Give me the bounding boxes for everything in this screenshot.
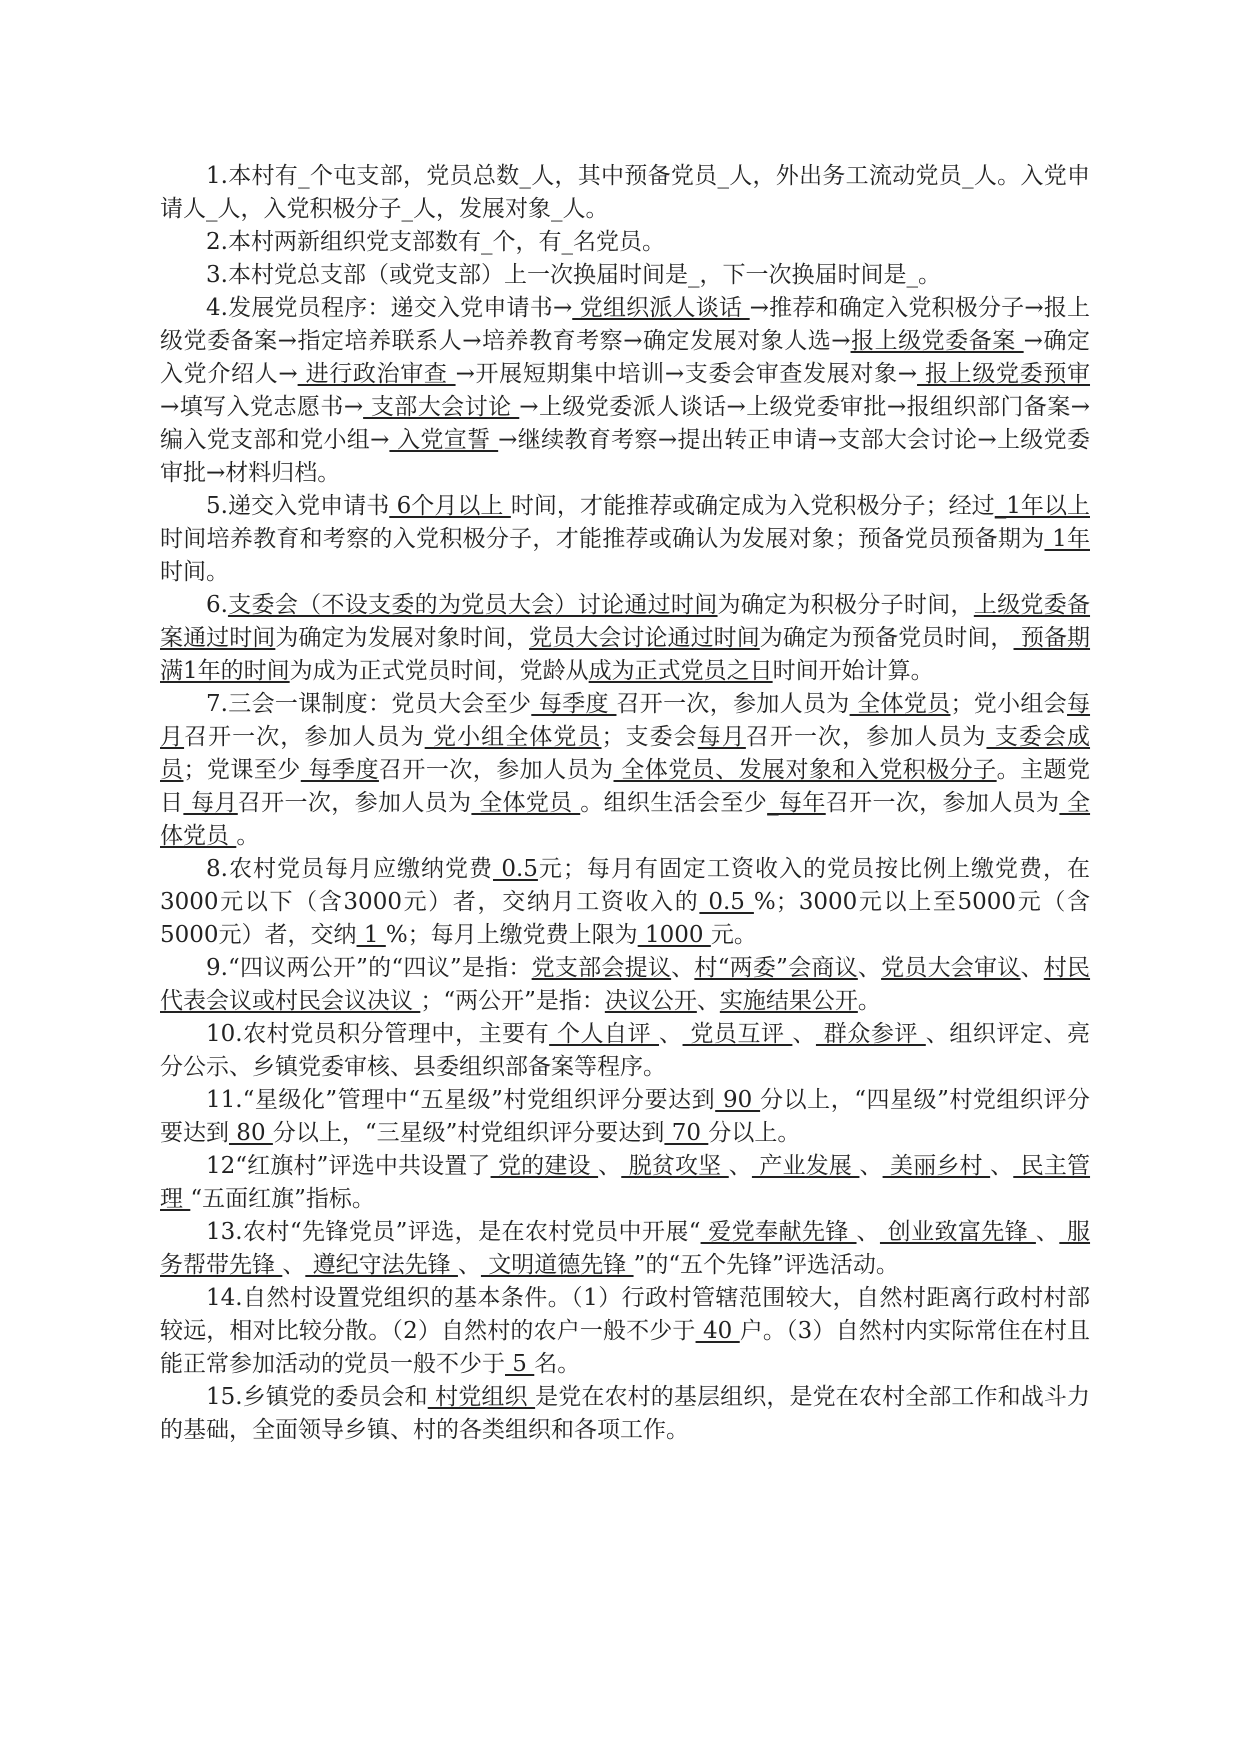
answer-blank: 产业发展 — [751, 1153, 860, 1179]
question-text: 。 — [236, 823, 260, 849]
question-text: 。 — [857, 988, 881, 1014]
question-paragraph-7 — [160, 688, 1090, 853]
question-text: 、 — [671, 955, 695, 981]
answer-blank: 文明道德先锋 — [480, 1252, 634, 1278]
answer-blank: 成为正式党员之日 — [588, 658, 773, 684]
question-text: ；“两公开”是指： — [420, 988, 605, 1014]
document-body — [160, 160, 1090, 1447]
answer-blank: 全体党员 — [849, 691, 951, 717]
question-text: 为确定为预备党员时间， — [759, 625, 1014, 651]
answer-blank: 美丽乡村 — [882, 1153, 991, 1179]
question-text: 2.本村两新组织党支部数有_个，有_名党员。 — [206, 229, 665, 255]
answer-blank: 上级党委备案通过时间 — [160, 592, 1091, 651]
question-text: ；党小组会 — [950, 691, 1068, 717]
answer-blank: 1 — [356, 922, 386, 948]
answer-blank: 创业致富先锋 — [879, 1219, 1036, 1245]
question-text: 12“红旗村”评选中共设置了 — [206, 1153, 491, 1179]
answer-blank: 报上级党委备案 — [850, 328, 1024, 354]
question-text: 14.自然村设置党组织的基本条件。（1）行政村管辖范围较大，自然村距离行政村村部较远，相对比较分散。（2）自然村的农户一般不少于 — [160, 1285, 1090, 1344]
answer-blank: 群众参评 — [815, 1021, 926, 1047]
answer-blank: 支部大会讨论 — [363, 394, 520, 420]
answer-blank: 全体党员 — [160, 790, 1091, 849]
question-text: 户。（3）自然村内实际常住在村且能正常参加活动的党员一般不少于 — [160, 1318, 1091, 1377]
answer-blank: 每月 — [160, 691, 1091, 750]
question-paragraph-5 — [160, 490, 1090, 589]
question-text: →填写入党志愿书→ — [160, 394, 364, 420]
question-text: 、 — [856, 1219, 880, 1245]
question-text: ”的“五个先锋”评选活动。 — [633, 1252, 899, 1278]
answer-blank: 党支部会提议 — [531, 955, 672, 981]
question-text: 、 — [1035, 1219, 1060, 1245]
question-paragraph-14 — [160, 1282, 1090, 1381]
answer-blank: 遵纪守法先锋 — [305, 1252, 458, 1278]
answer-blank: 40 — [695, 1318, 740, 1344]
answer-blank: 0.5 — [699, 889, 754, 915]
question-text: 元。 — [710, 922, 757, 948]
question-paragraph-6 — [160, 589, 1090, 688]
question-paragraph-15 — [160, 1381, 1090, 1447]
question-text: 时间，才能推荐或确定成为入党积极分子；经过 — [510, 493, 995, 519]
answer-blank: 每季度 — [531, 691, 617, 717]
question-text: 、 — [696, 988, 720, 1014]
answer-blank: 全体党员 — [471, 790, 581, 816]
question-text: %；每月上缴党费上限为 — [385, 922, 638, 948]
question-paragraph-11 — [160, 1084, 1090, 1150]
question-text: 11.“星级化”管理中“五星级”村党组织评分要达到 — [206, 1087, 716, 1113]
answer-blank: _每年 — [767, 790, 826, 816]
answer-blank: 80 — [229, 1120, 273, 1146]
question-text: 7.三会一课制度：党员大会至少 — [206, 691, 532, 717]
question-text: 。组织生活会至少 — [580, 790, 768, 816]
question-paragraph-9 — [160, 952, 1090, 1018]
question-paragraph-12 — [160, 1150, 1090, 1216]
question-text: 分以上，“三星级”村党组织评分要达到 — [272, 1120, 665, 1146]
answer-blank: 每月 — [697, 724, 746, 750]
question-text: →推荐和确定入党积极分子→报上级党委备案→指定培养联系人→培养教育考察→确定发展对象人选→ — [160, 295, 1091, 354]
question-text: 6. — [206, 592, 228, 618]
answer-blank: 每月 — [183, 790, 238, 816]
answer-blank: 预备期满1年的时间 — [160, 625, 1091, 684]
answer-blank: 90 — [715, 1087, 761, 1113]
question-text: 元；每月有固定工资收入的党员按比例上缴党费，在3000元以下（含3000元）者，交纳月工资收入的 — [160, 856, 1091, 915]
answer-blank: 1年 — [1044, 526, 1090, 552]
answer-blank: 每季度 — [300, 757, 379, 783]
answer-blank: 0.5 — [493, 856, 538, 882]
question-text: 、 — [1020, 955, 1044, 981]
question-text: 、 — [728, 1153, 752, 1179]
answer-blank: 爱党奉献先锋 — [700, 1219, 857, 1245]
question-text: 9.“四议两公开”的“四议”是指： — [206, 955, 532, 981]
question-text: 、 — [990, 1153, 1014, 1179]
question-text: 时间培养教育和考察的入党积极分子，才能推荐或确认为发展对象；预备党员预备期为 — [160, 526, 1045, 552]
answer-blank: 个人自评 — [549, 1021, 659, 1047]
question-text: →确定入党介绍人→ — [160, 328, 1090, 387]
question-text: 时间。 — [160, 559, 229, 585]
question-text: 召开一次，参加人员为 — [825, 790, 1060, 816]
question-text: 是党在农村的基层组织，是党在农村全部工作和战斗力的基础，全面领导乡镇、村的各类组织和各项工作。 — [160, 1384, 1091, 1443]
answer-blank: 脱贫攻坚 — [621, 1153, 729, 1179]
question-text: “五面红旗”指标。 — [190, 1186, 375, 1212]
question-text: 召开一次，参加人员为 — [745, 724, 987, 750]
question-text: 1.本村有_个屯支部，党员总数_人，其中预备党员_人，外出务工流动党员_人。入党申请人_人，入党积极分子_人，发展对象_人。 — [160, 163, 1090, 222]
question-paragraph-1 — [160, 160, 1090, 226]
question-paragraph-3 — [160, 259, 1090, 292]
answer-blank: 村“两委”会商议 — [694, 955, 858, 981]
question-paragraph-13 — [160, 1216, 1090, 1282]
question-text: 、 — [658, 1021, 683, 1047]
question-text: 8.农村党员每月应缴纳党费 — [206, 856, 493, 882]
answer-blank: 进行政治审查 — [297, 361, 456, 387]
answer-blank: 1000 — [637, 922, 711, 948]
question-text: 时间开始计算。 — [772, 658, 934, 684]
question-text: 召开一次，参加人员为 — [378, 757, 614, 783]
question-paragraph-10 — [160, 1018, 1090, 1084]
question-text: 召开一次，参加人员为 — [237, 790, 472, 816]
question-text: %；3000元以上至5000元（含5000元）者，交纳 — [160, 889, 1090, 948]
question-text: 3.本村党总支部（或党支部）上一次换届时间是_，下一次换届时间是_。 — [206, 262, 941, 288]
question-paragraph-2 — [160, 226, 1090, 259]
question-text: 分以上。 — [708, 1120, 801, 1146]
answer-blank: 党员大会审议 — [881, 955, 1021, 981]
question-text: 为成为正式党员时间，党龄从 — [289, 658, 589, 684]
question-text: 、 — [857, 955, 882, 981]
question-text: 、 — [792, 1021, 816, 1047]
question-text: 13.农村“先锋党员”评选，是在农村党员中开展“ — [206, 1219, 701, 1245]
question-text: 分以上，“四星级”村党组织评分要达到 — [160, 1087, 1090, 1146]
answer-blank: 5 — [505, 1351, 535, 1377]
answer-blank: 党的建设 — [490, 1153, 599, 1179]
question-text: →开展短期集中培训→支委会审查发展对象→ — [455, 361, 918, 387]
answer-blank: 决议公开 — [604, 988, 697, 1014]
answer-blank: 党员大会讨论通过时间 — [529, 625, 760, 651]
question-text: ；党课至少 — [183, 757, 301, 783]
answer-blank: 党组织派人谈话 — [572, 295, 750, 321]
answer-blank: 报上级党委预审 — [917, 361, 1091, 387]
question-text: 。主题党日 — [160, 757, 1091, 816]
question-text: →继续教育考察→提出转正申请→支部大会讨论→上级党委审批→材料归档。 — [160, 427, 1090, 486]
answer-blank: 民主管理 — [160, 1153, 1091, 1212]
question-text: →上级党委派人谈话→上级党委审批→报组织部门备案→编入党支部和党小组→ — [160, 394, 1090, 453]
question-text: 、 — [282, 1252, 306, 1278]
answer-blank: 村民代表会议或村民会议决议 — [160, 955, 1091, 1014]
answer-blank: 支委会成员 — [160, 724, 1091, 783]
question-text: 为确定为发展对象时间， — [275, 625, 530, 651]
answer-blank: 入党宣誓 — [389, 427, 499, 453]
question-text: 、组织评定、亮分公示、乡镇党委审核、县委组织部备案等程序。 — [160, 1021, 1091, 1080]
question-paragraph-4 — [160, 292, 1090, 490]
answer-blank: 70 — [664, 1120, 709, 1146]
question-text: 5.递交入党申请书 — [206, 493, 390, 519]
answer-blank: 实施结果公开 — [719, 988, 858, 1014]
question-text: 为确定为积极分子时间， — [717, 592, 974, 618]
answer-blank: 村党组织 — [427, 1384, 536, 1410]
question-paragraph-8 — [160, 853, 1090, 952]
question-text: 、 — [859, 1153, 883, 1179]
answer-blank: 党小组全体党员 — [424, 724, 602, 750]
question-text: 、 — [598, 1153, 622, 1179]
question-text: 4.发展党员程序：递交入党申请书→ — [206, 295, 573, 321]
answer-blank: 全体党员、发展对象和入党积极分子 — [613, 757, 997, 783]
question-text: 15.乡镇党的委员会和 — [206, 1384, 428, 1410]
question-text: 召开一次，参加人员为 — [184, 724, 425, 750]
question-text: 召开一次，参加人员为 — [616, 691, 850, 717]
question-text: 名。 — [534, 1351, 581, 1377]
question-text: 10.农村党员积分管理中，主要有 — [206, 1021, 550, 1047]
question-text: 、 — [457, 1252, 481, 1278]
answer-blank: _1年以上 — [994, 493, 1090, 519]
answer-blank: 服务帮带先锋 — [160, 1219, 1091, 1278]
answer-blank: 支委会（不设支委的为党员大会）讨论通过时间 — [227, 592, 718, 618]
answer-blank: 6个月以上 — [389, 493, 511, 519]
question-text: ；支委会 — [601, 724, 698, 750]
answer-blank: 党员互评 — [682, 1021, 793, 1047]
